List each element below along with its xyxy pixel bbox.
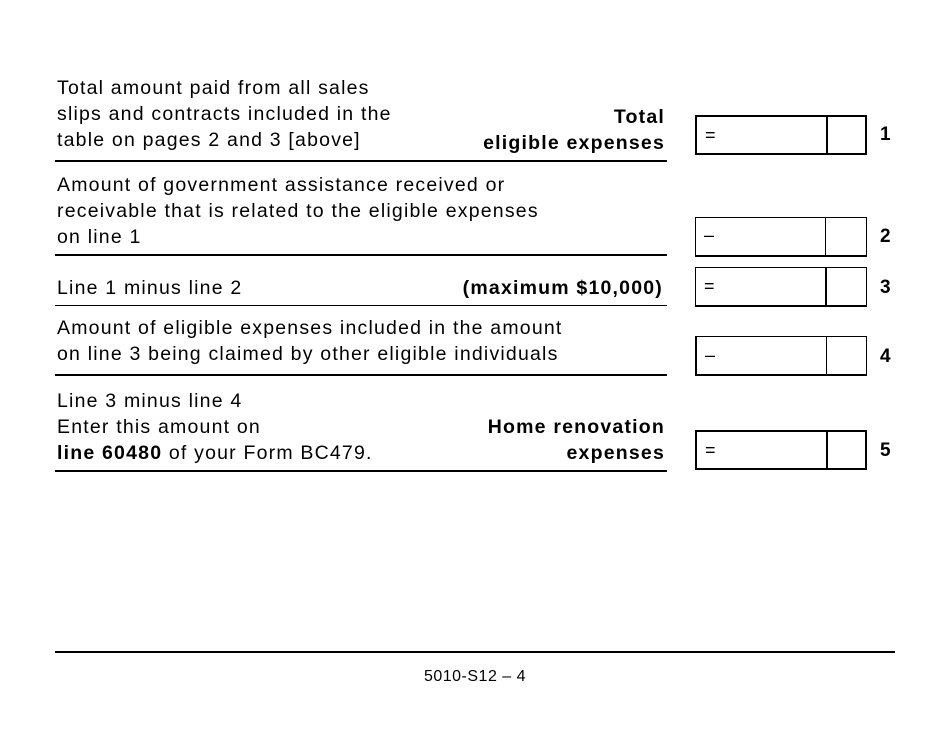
minus-operator: – <box>705 345 716 365</box>
line-number-5: 5 <box>880 440 891 461</box>
line-1-dollars-input[interactable] <box>697 117 825 153</box>
line-2-dollars-input[interactable] <box>696 218 824 255</box>
line-reference-suffix: of your Form BC479. <box>162 442 373 464</box>
label-text: eligible expenses <box>483 132 665 154</box>
line-3-cents-input[interactable] <box>827 268 866 305</box>
line-2-description <box>57 172 539 250</box>
line-3-rule <box>55 305 667 306</box>
line-reference: line 60480 <box>57 442 163 464</box>
line-2-amount-field[interactable] <box>695 217 867 257</box>
minus-operator: – <box>704 225 715 245</box>
equals-operator: = <box>705 125 716 145</box>
footer-rule <box>55 651 895 653</box>
line-number-1: 1 <box>880 124 891 145</box>
line-1-rule <box>55 160 667 162</box>
line-5-label <box>400 414 665 466</box>
line-3-label: (maximum $10,000) <box>462 277 663 299</box>
line-1-label <box>400 104 665 156</box>
label-text: expenses <box>566 442 665 464</box>
line-4-cents-input[interactable] <box>828 337 866 374</box>
equals-operator: = <box>704 276 715 296</box>
description-text: Enter this amount on <box>57 416 261 438</box>
description-text: Amount of eligible expenses included in the amount <box>57 317 563 339</box>
description-text: Line 3 minus line 4 <box>57 390 243 412</box>
description-text: Amount of government assistance received or <box>57 174 506 196</box>
line-3-dollars-input[interactable] <box>696 268 824 305</box>
line-4-amount-field[interactable] <box>695 336 867 376</box>
line-4-dollars-input[interactable] <box>697 337 825 374</box>
line-5-rule <box>55 470 667 472</box>
line-2-rule <box>55 254 667 256</box>
description-text: Total amount paid from all sales <box>57 77 370 99</box>
line-2-cents-input[interactable] <box>827 218 866 255</box>
line-1-amount-field[interactable] <box>695 115 867 155</box>
line-5-amount-field[interactable] <box>695 430 867 470</box>
label-text: Total <box>613 106 665 128</box>
cents-divider <box>825 218 826 255</box>
description-text: table on pages 2 and 3 [above] <box>57 129 361 151</box>
line-number-2: 2 <box>880 226 891 247</box>
line-5-dollars-input[interactable] <box>697 432 825 468</box>
line-5-description <box>57 388 373 466</box>
description-text: on line 3 being claimed by other eligible individuals <box>57 343 559 365</box>
line-3-amount-field[interactable] <box>695 267 867 307</box>
page-footer: 5010-S12 – 4 <box>423 668 527 685</box>
line-4-description <box>57 315 563 367</box>
line-3-description: Line 1 minus line 2 <box>57 277 243 299</box>
description-text: on line 1 <box>57 226 142 248</box>
description-text <box>57 440 373 466</box>
description-text: receivable that is related to the eligible expenses <box>57 200 539 222</box>
equals-operator: = <box>705 440 716 460</box>
line-1-cents-input[interactable] <box>828 117 865 153</box>
label-text: Home renovation <box>487 416 665 438</box>
line-1-description <box>57 75 392 153</box>
line-number-3: 3 <box>880 277 891 298</box>
line-number-4: 4 <box>880 346 891 367</box>
cents-divider <box>826 337 827 374</box>
description-text: slips and contracts included in the <box>57 103 392 125</box>
line-4-rule <box>55 374 667 376</box>
line-5-cents-input[interactable] <box>828 432 865 468</box>
